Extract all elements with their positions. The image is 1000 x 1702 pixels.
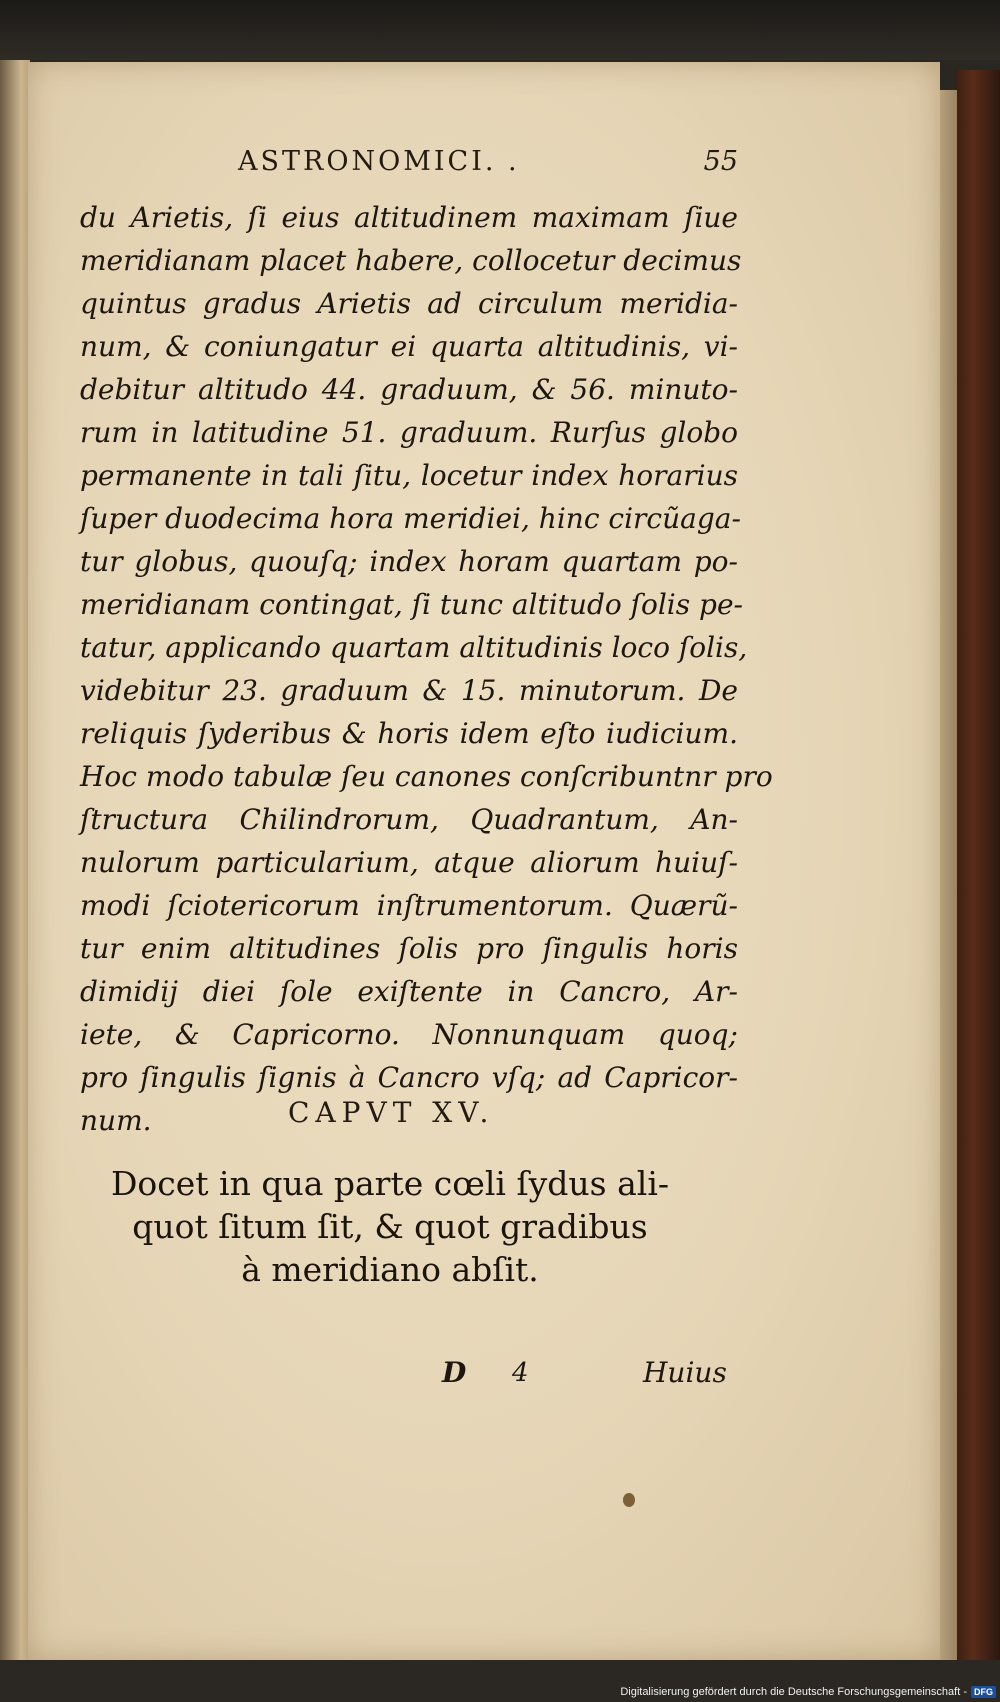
text-line: quintus gradus Arietis ad circulum meridia- [80,287,738,320]
signature-number: 4 [512,1358,529,1388]
catchword: Huius [643,1356,727,1389]
text-line: iete, & Capricorno. Nonnunquam quoq; [80,1018,738,1051]
text-line: dimidij diei ſole exiſtente in Cancro, Ar- [80,975,738,1008]
text-line: Hoc modo tabulæ ſeu canones conſcribuntnr pro [80,760,773,793]
text-line: videbitur 23. graduum & 15. minutorum. De [80,674,738,707]
running-head [238,146,738,186]
text-line: tur enim altitudines ſolis pro ſingulis horis [80,932,738,965]
text-line: debitur altitudo 44. graduum, & 56. minuto- [80,373,738,406]
text-line: permanente in tali ſitu, locetur index horarius [80,459,738,492]
text-line: num, & coniungatur ei quarta altitudinis, vi- [80,330,738,363]
text-line: tur globus, quouſq; index horam quartam po- [80,545,738,578]
digitization-credit [620,1684,996,1700]
book-cover-edge [955,70,1000,1660]
scan-background-top [0,0,1000,60]
text-line: modi ſciotericorum inſtrumentorum. Quærũ- [80,889,738,922]
text-line: meridianam placet habere, collocetur decimus [80,244,742,277]
text-line: reliquis ſyderibus & horis idem eſto iudicium. [80,717,738,750]
running-head-title: ASTRONOMICI. . [238,146,520,177]
text-line: ſtructura Chilindrorum, Quadrantum, An- [80,803,738,836]
text-line: tatur, applicando quartam altitudinis loco ſolis, [80,631,748,664]
text-line: pro ſingulis ſignis à Cancro vſq; ad Capricor- [80,1061,738,1094]
left-page-edges [0,60,30,1665]
chapter-heading [90,1162,690,1291]
credit-text: Digitalisierung gefördert durch die Deutsche Forschungsgemeinschaft - [620,1686,967,1698]
text-line: ſuper duodecima hora meridiei, hinc circũaga- [80,502,741,535]
signature-mark: D [442,1356,467,1389]
text-line: meridianam contingat, ſi tunc altitudo ſolis pe- [80,588,743,621]
heading-line: quot ſitum ſit, & quot gradibus [132,1207,648,1246]
heading-line: à meridiano abſit. [241,1250,539,1289]
dfg-logo-icon: DFG [971,1686,996,1698]
text-line: nulorum particularium, atque aliorum huiuſ- [80,846,738,879]
text-line: rum in latitudine 51. graduum. Rurſus globo [80,416,738,449]
chapter-title: CAPVT XV. [288,1096,495,1129]
page-number: 55 [703,146,738,177]
ink-stain [623,1493,635,1507]
text-line: num. [80,1104,152,1137]
heading-line: Docet in qua parte cœli ſydus ali- [110,1164,670,1203]
text-line: du Arietis, ſi eius altitudinem maximam ſiue [80,201,738,234]
